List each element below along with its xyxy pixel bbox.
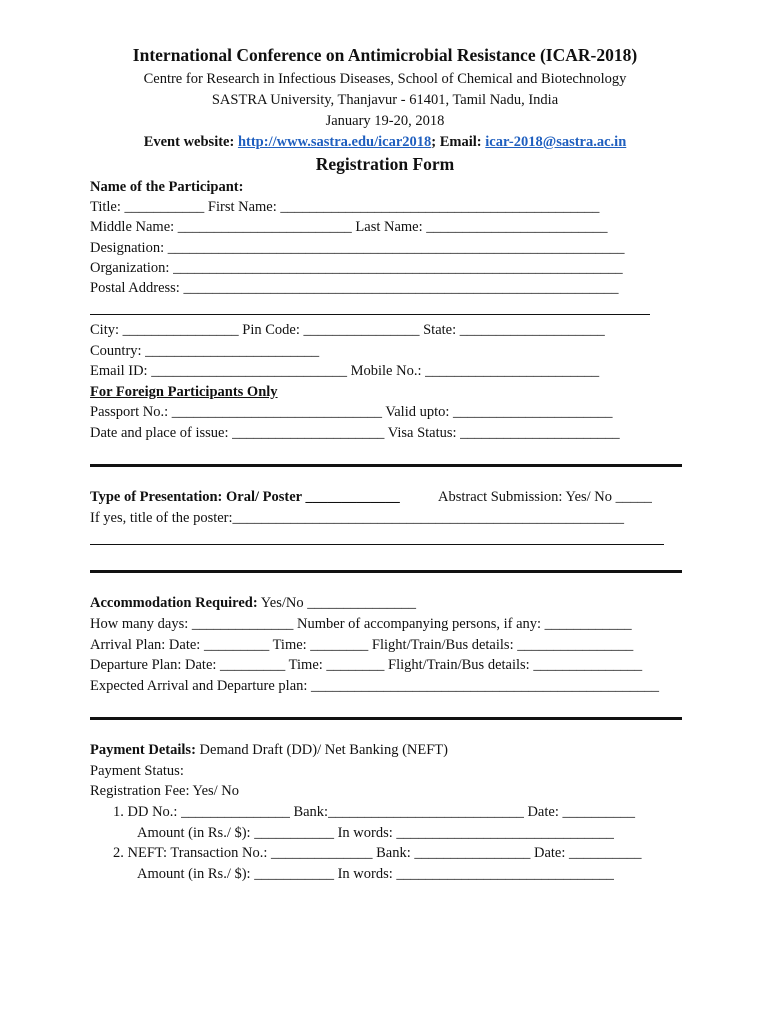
payment-status-row[interactable]: Payment Status: bbox=[90, 763, 184, 779]
registration-fee-row[interactable]: Registration Fee: Yes/ No bbox=[90, 783, 240, 799]
address-line: SASTRA University, Thanjavur - 61401, Tamil Nadu, India bbox=[211, 92, 559, 108]
form-title: Registration Form bbox=[315, 154, 455, 174]
poster-title-row[interactable]: If yes, title of the poster:______________________________________________________ bbox=[90, 510, 625, 526]
email-label: ; Email: bbox=[431, 134, 486, 150]
email-mobile-row[interactable]: Email ID: ___________________________ Mobile No.: ________________________ bbox=[90, 363, 600, 379]
email-link[interactable]: icar-2018@sastra.ac.in bbox=[485, 134, 627, 150]
dates-line: January 19-20, 2018 bbox=[325, 113, 445, 129]
title-first-name-row[interactable]: Title: ___________ First Name: ____________________________________________ bbox=[90, 199, 600, 215]
accommodation-row[interactable] bbox=[90, 595, 416, 612]
dd-row[interactable]: 1. DD No.: _______________ Bank:___________________________ Date: __________ bbox=[113, 804, 635, 820]
website-link[interactable]: http://www.sastra.edu/icar2018 bbox=[237, 134, 432, 150]
abstract-submission-row[interactable]: Abstract Submission: Yes/ No _____ bbox=[438, 489, 652, 505]
section-divider bbox=[90, 570, 682, 573]
city-pin-state-row[interactable]: City: ________________ Pin Code: ________________ State: ____________________ bbox=[90, 322, 605, 338]
postal-address-continuation-line[interactable] bbox=[90, 314, 650, 315]
issue-visa-row[interactable]: Date and place of issue: _____________________ Visa Status: ______________________ bbox=[90, 425, 620, 441]
neft-row[interactable]: 2. NEFT: Transaction No.: ______________ Bank: ________________ Date: __________ bbox=[113, 845, 642, 861]
departure-plan-row[interactable]: Departure Plan: Date: _________ Time: ________ Flight/Train/Bus details: _______________ bbox=[90, 657, 643, 673]
dd-amount-row[interactable]: Amount (in Rs./ $): ___________ In words: ______________________________ bbox=[137, 825, 614, 841]
days-persons-row[interactable]: How many days: ______________ Number of accompanying persons, if any: ____________ bbox=[90, 616, 632, 632]
organizer-line: Centre for Research in Infectious Diseases, School of Chemical and Biotechnology bbox=[143, 71, 627, 87]
designation-row[interactable]: Designation: _______________________________________________________________ bbox=[90, 240, 625, 256]
middle-last-name-row[interactable]: Middle Name: ________________________ Last Name: _________________________ bbox=[90, 219, 608, 235]
expected-plan-row[interactable]: Expected Arrival and Departure plan: ________________________________________________ bbox=[90, 678, 660, 694]
section-divider bbox=[90, 464, 682, 467]
neft-amount-row[interactable]: Amount (in Rs./ $): ___________ In words: ______________________________ bbox=[137, 866, 614, 882]
foreign-participants-heading: For Foreign Participants Only bbox=[90, 384, 278, 400]
accommodation-label: Accommodation Required: bbox=[90, 595, 258, 611]
passport-row[interactable]: Passport No.: _____________________________ Valid upto: ______________________ bbox=[90, 404, 613, 420]
payment-value: Demand Draft (DD)/ Net Banking (NEFT) bbox=[195, 742, 448, 758]
participant-heading: Name of the Participant: bbox=[90, 179, 244, 195]
arrival-plan-row[interactable]: Arrival Plan: Date: _________ Time: ________ Flight/Train/Bus details: ________________ bbox=[90, 637, 634, 653]
payment-details-row bbox=[90, 742, 448, 759]
accommodation-value[interactable]: Yes/No _______________ bbox=[257, 595, 416, 611]
presentation-type-row[interactable]: Type of Presentation: Oral/ Poster _____________ bbox=[90, 489, 400, 505]
postal-address-row[interactable]: Postal Address: ____________________________________________________________ bbox=[90, 280, 619, 296]
poster-title-continuation-line[interactable] bbox=[90, 544, 664, 545]
conference-title: International Conference on Antimicrobial Resistance (ICAR-2018) bbox=[132, 45, 638, 65]
payment-label: Payment Details: bbox=[90, 742, 196, 758]
organization-row[interactable]: Organization: ______________________________________________________________ bbox=[90, 260, 623, 276]
country-row[interactable]: Country: ________________________ bbox=[90, 343, 320, 359]
website-label: Event website: bbox=[143, 134, 238, 150]
section-divider bbox=[90, 717, 682, 720]
contact-line bbox=[0, 134, 770, 151]
